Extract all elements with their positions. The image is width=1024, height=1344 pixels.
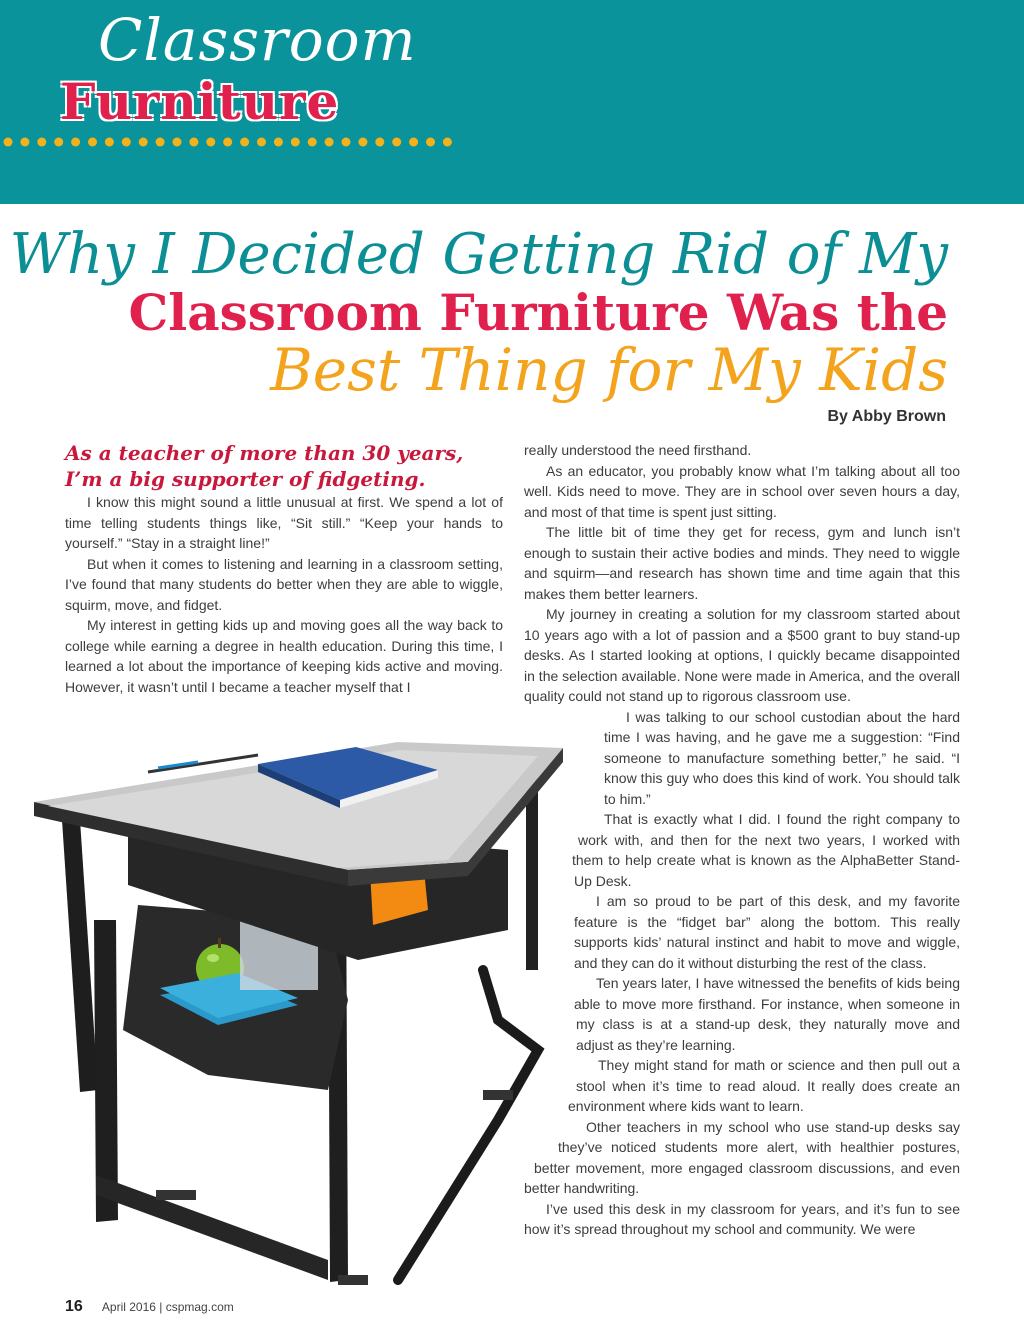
- decorative-dot-row: [0, 134, 470, 150]
- article-title-line-1: Why I Decided Getting Rid of My: [9, 222, 948, 287]
- decorative-dot: [122, 138, 131, 147]
- decorative-dot: [223, 138, 232, 147]
- decorative-dot: [443, 138, 452, 147]
- decorative-dot: [426, 138, 435, 147]
- decorative-dot: [325, 138, 334, 147]
- paragraph: My journey in creating a solution for my classroom started about 10 years ago with a lot of passion and a $500 grant to buy stand-up desks. As I started looking at options, I quickly became disappointed in the selection available. None were made in America, and the overall quality could not stand up to rigorous classroom use.: [524, 606, 960, 704]
- decorative-dot: [54, 138, 63, 147]
- decorative-dot: [375, 138, 384, 147]
- article-lead: As a teacher of more than 30 years, I’m a big supporter of fidgeting.: [65, 441, 464, 491]
- decorative-dot: [274, 138, 283, 147]
- decorative-dot: [392, 138, 401, 147]
- paragraph: My interest in getting kids up and moving goes all the way back to college while earning a degree in health education. During this time, I learned a lot about the importance of keeping kids active and moving. However, it wasn’t until I became a teacher myself that I: [65, 617, 503, 695]
- paragraph: Ten years later, I have witnessed the benefits of kids being able to move more firsthand. For instance, when someone in my class is at a stand-up desk, they naturally move and adjust as they’re learning.: [574, 975, 960, 1053]
- decorative-dot: [291, 138, 300, 147]
- section-header-band: [0, 0, 1024, 204]
- paragraph: But when it comes to listening and learning in a classroom setting, I’ve found that many students do better when they are able to wiggle, squirm, move, and fidget.: [65, 555, 503, 613]
- decorative-dot: [71, 138, 80, 147]
- decorative-dot: [156, 138, 165, 147]
- decorative-dot: [240, 138, 249, 147]
- article-byline: By Abby Brown: [827, 408, 946, 425]
- standup-desk-photo: [28, 720, 588, 1290]
- article-title-line-2: Classroom Furniture Was the: [128, 283, 948, 342]
- decorative-dot: [358, 138, 367, 147]
- decorative-dot: [189, 138, 198, 147]
- decorative-dot: [88, 138, 97, 147]
- decorative-dot: [139, 138, 148, 147]
- paragraph: I am so proud to be part of this desk, and my favorite feature is the “fidget bar” along the bottom. This really supports kids’ natural instinct and habit to move and wiggle, and they can do it without disturbing the rest of the class.: [574, 893, 960, 971]
- paragraph: really understood the need firsthand.: [524, 442, 752, 458]
- page-footer: [65, 1296, 234, 1316]
- article-column-1: [65, 492, 503, 697]
- decorative-dot: [409, 138, 418, 147]
- paragraph: The little bit of time they get for recess, gym and lunch isn’t enough to sustain their active bodies and minds. They need to wiggle and squirm—and research has shown time and time again that this makes them better learners.: [524, 524, 960, 602]
- decorative-dot: [342, 138, 351, 147]
- paragraph: I’ve used this desk in my classroom for years, and it’s fun to see how it’s spread throughout my school and community. We were: [524, 1200, 960, 1237]
- page-number: 16: [65, 1298, 83, 1315]
- decorative-dot: [173, 138, 182, 147]
- paragraph: As an educator, you probably know what I’m talking about all too well. Kids need to move. They are in school over seven hours a day, and most of that time is spent just sitting.: [524, 462, 960, 520]
- paragraph: Other teachers in my school who use stand-up desks say they’ve noticed students more alert, with healthier postures, better movement, more engaged classroom discussions, and even better handwriting.: [524, 1118, 960, 1196]
- issue-info: April 2016 | cspmag.com: [101, 1300, 234, 1314]
- decorative-dot: [20, 138, 29, 147]
- paragraph: I know this might sound a little unusual at first. We spend a lot of time telling students things like, “Sit still.” “Keep your hands to yourself.” “Stay in a straight line!”: [65, 494, 503, 551]
- decorative-dot: [308, 138, 317, 147]
- decorative-dot: [257, 138, 266, 147]
- paragraph: That is exactly what I did. I found the right company to work with, and then for the next two years, I worked with them to help create what is known as the AlphaBetter Stand-Up Desk.: [572, 811, 960, 889]
- decorative-dot: [105, 138, 114, 147]
- paragraph: I was talking to our school custodian about the hard time I was having, and he gave me a suggestion: “Find someone to manufacture something better,” he said. “I know this guy who does this kind of work. You should talk to him.”: [604, 708, 960, 807]
- decorative-dot: [37, 138, 46, 147]
- section-kicker-furniture: Furniture: [60, 72, 340, 131]
- article-title-line-3: Best Thing for My Kids: [270, 336, 948, 404]
- decorative-dot: [206, 138, 215, 147]
- decorative-dot: [4, 138, 13, 147]
- paragraph: They might stand for math or science and then pull out a stool when it’s time to read aloud. It really does create an environment where kids want to learn.: [568, 1057, 960, 1114]
- section-kicker-classroom: Classroom: [98, 6, 417, 74]
